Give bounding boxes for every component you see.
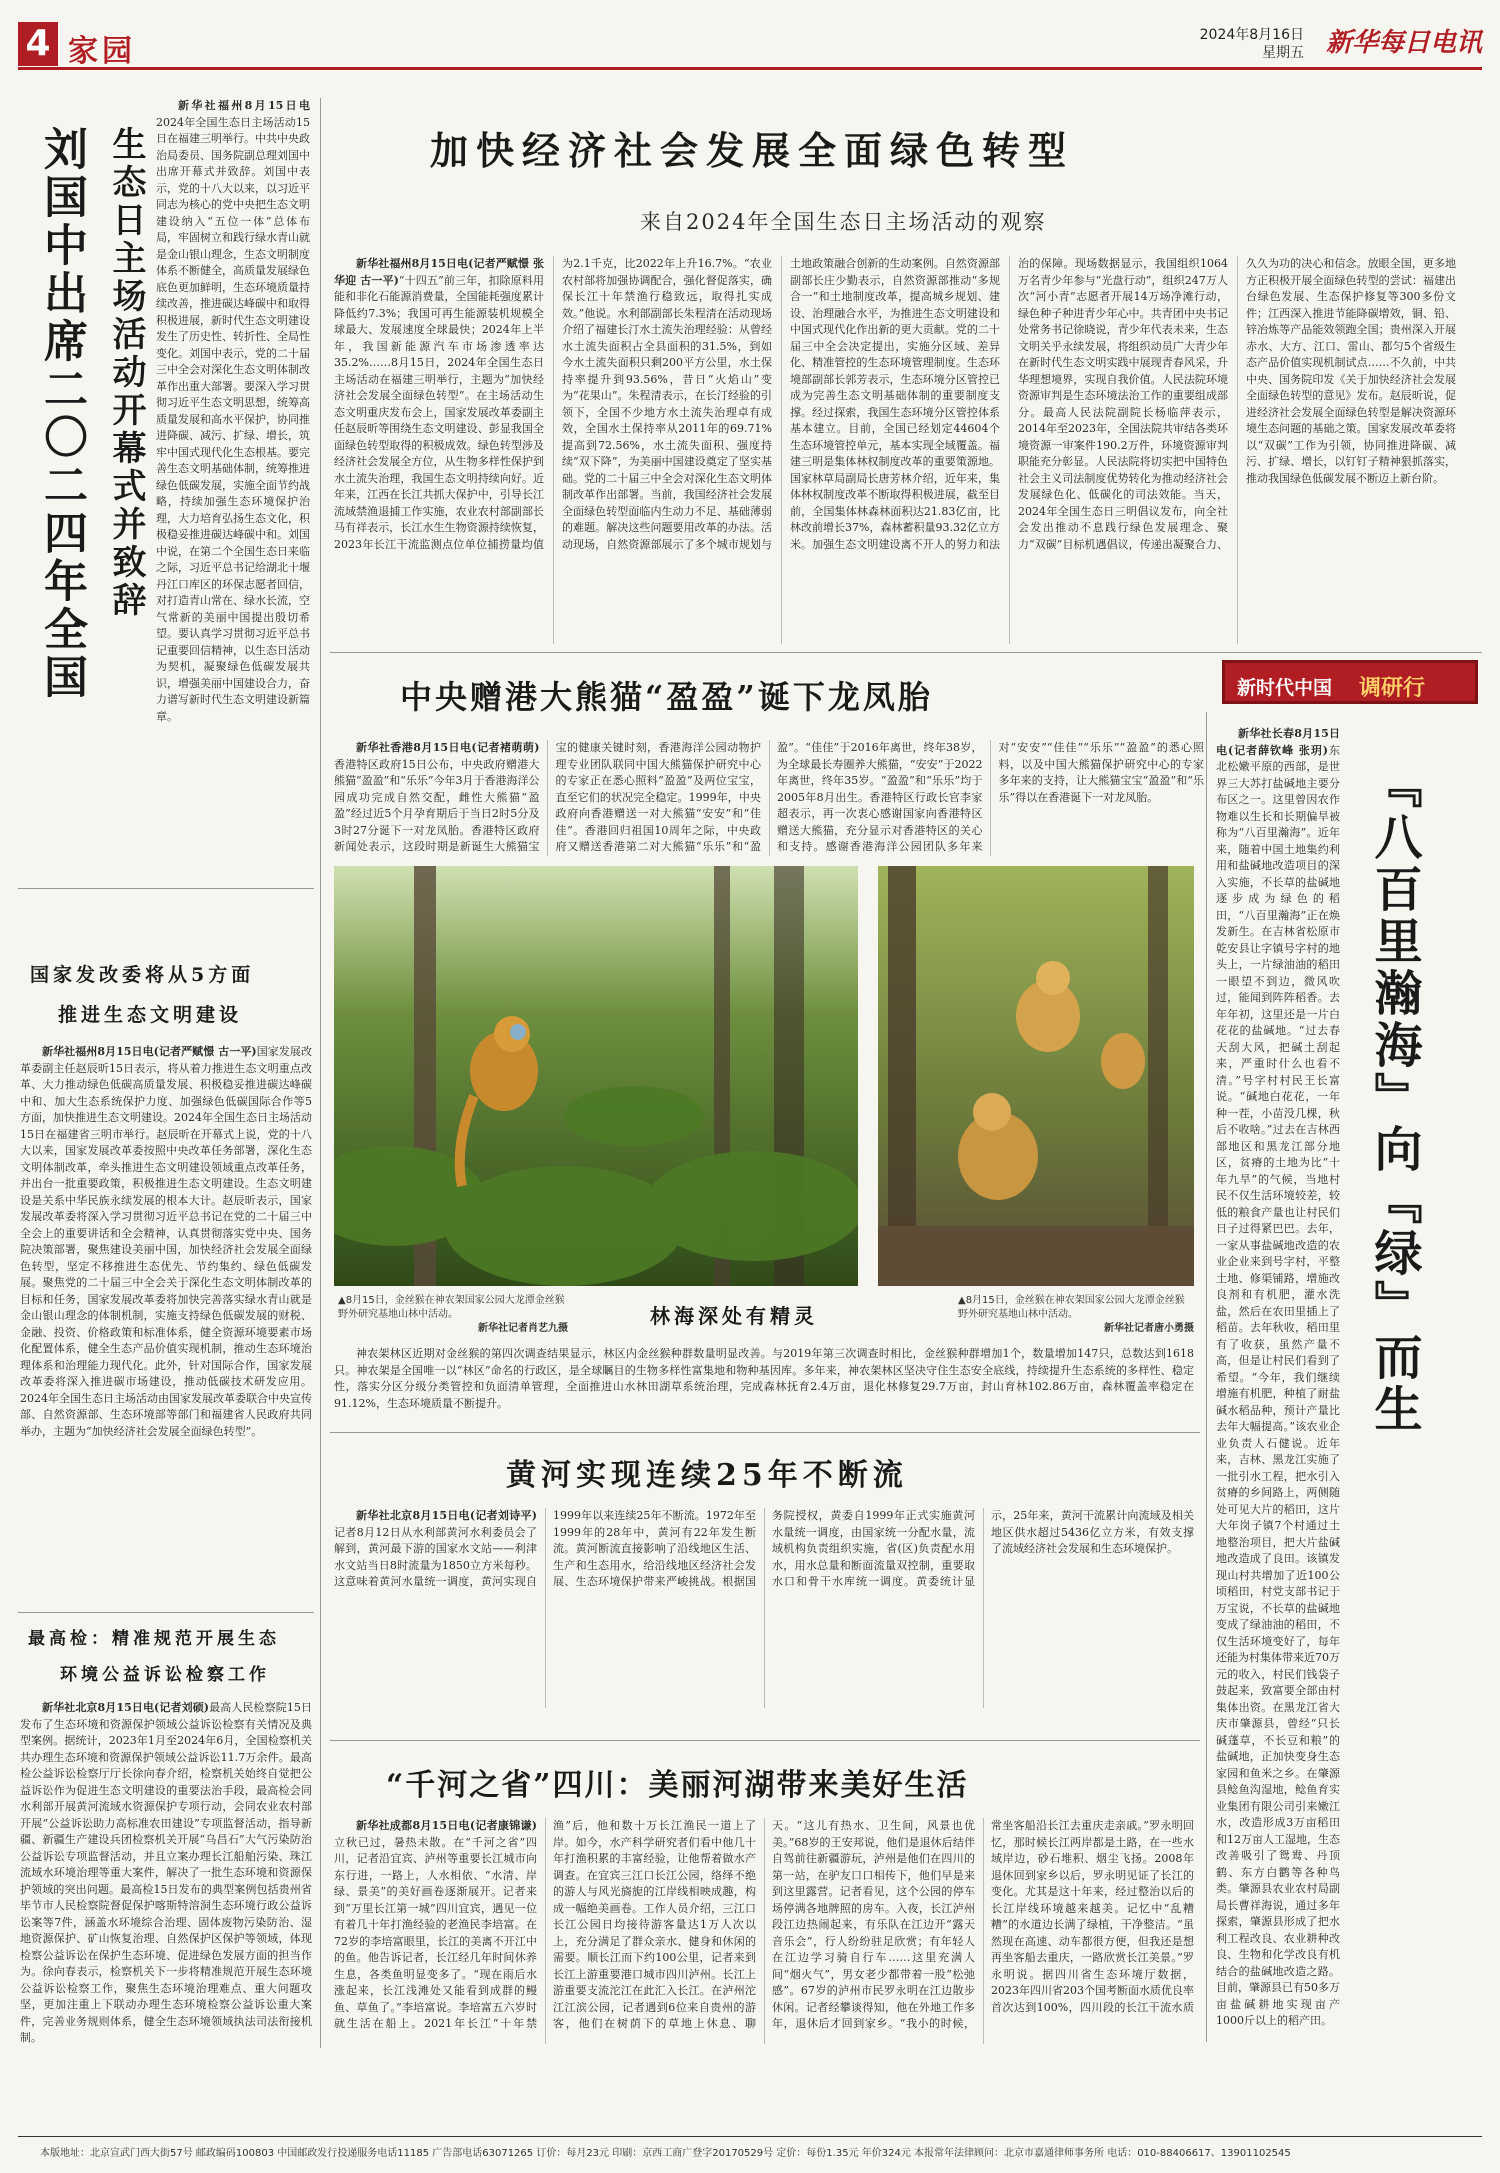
ndrc-title-2: 推进生态文明建设 [58,1004,243,1026]
spp-title-2: 环境公益诉讼检察工作 [60,1665,270,1685]
forest-monkey-image [334,866,858,1286]
newspaper-brand: 新华每日电讯 [1325,28,1482,58]
monkey-text-body: 神农架林区近期对金丝猴的第四次调查结果显示，林区内金丝猴种群数量明显改善。与2019年第三次调查时相比，金丝猴种群增加1个，数量增加147只，总数达到1618只。神农架是全国唯一以“林区”命名的行政区，是全球瞩目的生物多样性富集地和物种基因库。多年来，神农架林区坚决守住生态安全底线，持续提升生态系统的多样性、稳定性，落实分区分级分类管控和负面清单管理，全面推进山水林田湖草系统治理，完成森林抚育2.4万亩，退化林修复29.7万亩，封山育林102.86万亩，森林覆盖率稳定在91.12%，生态环境质量不断提升。 [334,1347,1194,1410]
panda-story-body [334,740,1204,856]
spp-title-1: 最高检：精准规范开展生态 [28,1629,280,1649]
yellow-river-body [334,1508,1194,1708]
main-story-body [334,256,1456,644]
lead-dateline: 新华社福州8月15日电 [178,99,310,112]
section-divider [18,1612,314,1613]
caption-left-text: ▲8月15日，金丝猴在神农架国家公园大龙潭金丝猴野外研究基地山林中活动。 [338,1295,565,1320]
monkey-group-image [878,866,1194,1286]
section-name: 家园 [68,34,136,69]
lead-vertical-title-1: 生态日主场活动开幕式并致辞 [106,126,146,620]
panda-text: 香港特区政府15日公布，中央政府赠港大熊猫“盈盈”和“乐乐”今年3月于香港海洋公园成功完成自然交配，雌性大熊猫“盈盈”经过近5个月孕育期后于当日2时5分及3时27分诞下一对龙凤胎。香港特区政府新闻处表示，这段时期是新诞生大熊猫宝宝的健康关键时刻，香港海洋公园动物护理专业团队联同中国大熊猫保护研究中心的专家正在悉心照料“盈盈”及两位宝宝，直至它们的状况完全稳定。1999年，中央政府向香港赠送一对大熊猫“安安”和“佳佳”。香港回归祖国10周年之际，中央政府又赠送香港第二对大熊猫“乐乐”和“盈盈”。“佳佳”于2016年离世，终年38岁，为全球最长寿圈养大熊猫，“安安”于2022年离世，终年35岁。“盈盈”和“乐乐”均于2005年8月出生。香港特区行政长官李家超表示，再一次衷心感谢国家向香港特区赠送大熊猫，充分显示对香港特区的关心和支持。感谢香港海洋公园团队多年来对“安安”“佳佳”“乐乐”“盈盈”的悉心照料，以及中国大熊猫保护研究中心的专家多年来的支持，让大熊猫宝宝“盈盈”和“乐乐”得以在香港诞下一对龙凤胎。 [334,741,1204,853]
lead-text: 2024年全国生态日主场活动15日在福建三明举行。中共中央政治局委员、国务院副总理刘国中出席开幕式并致辞。刘国中表示，党的十八大以来，以习近平同志为核心的党中央把生态文明建设纳入“五位一体”总体布局，牢固树立和践行绿水青山就是金山银山理念，生态文明制度体系不断健全，高质量发展绿色底色更加鲜明，生态环境质量持续改善，推进碳达峰碳中和取得积极进展，新时代生态文明建设发生了历史性、转折性、全局性变化。刘国中表示，党的二十届三中全会对深化生态文明体制改革作出重大部署。要深入学习贯彻习近平生态文明思想，统筹高质量发展和高水平保护，协同推进降碳、减污、扩绿、增长，筑牢中国式现代化生态根基。要完善生态文明基础体制，统筹推进绿色低碳发展，实施全面节约战略，持续加强生态环境保护治理，大力培育弘扬生态文化，积极稳妥推进碳达峰碳中和。刘国中说，在第二个全国生态日来临之际，习近平总书记给湖北十堰丹江口库区的环保志愿者回信，对打造青山常在、绿水长流，空气常新的美丽中国提出殷切希望。要认真学习贯彻习近平总书记重要回信精神，以生态日活动为契机，凝聚绿色低碳发展共识，增强美丽中国建设合力，奋力谱写新时代生态文明建设新篇章。 [156,115,310,723]
weekday-line: 星期五 [1262,45,1304,61]
yellow-river-dateline: 新华社北京8月15日电(记者刘诗平) [356,1509,537,1522]
monkey-photo-right [878,866,1194,1286]
jilin-dateline: 新华社长春8月15日电(记者薛钦峰 张玥) [1216,727,1340,757]
main-subheadline: 来自2024年全国生态日主场活动的观察 [640,210,1047,234]
section-divider [330,652,1482,653]
research-tag [1222,660,1478,704]
ndrc-text: 国家发展改革委副主任赵辰昕15日表示，将从着力推进生态文明重点改革、大力推动绿色低碳高质量发展、积极稳妥推进碳达峰碳中和、加大生态系统保护力度、加强绿色低碳国际合作等5方面，加快推进生态文明建设。2024年全国生态日主场活动15日在福建省三明市举行。赵辰昕在开幕式上说，党的十八大以来，国家发展改革委按照中央改革任务部署，深化生态文明体制改革，牵头推进生态文明建设领域重点改革任务，并出台一批重要政策，积极推进生态文明建设。生态文明建设是关系中华民族永续发展的根本大计。赵辰昕表示，国家发展改革委将深入学习贯彻习近平总书记在党的二十届三中全会上的重要讲话和全会精神，认真贯彻落实党中央、国务院决策部署，聚焦建设美丽中国，加快经济社会发展全面绿色转型，坚定不移推进生态优先、节约集约、绿色低碳发展。聚焦党的二十届三中全会关于深化生态文明体制改革的目标和任务，国家发展改革委将加快完善落实绿水青山就是金山银山理念的体制机制，实施支持绿色低碳发展的财税、金融、投资、价格政策和标准体系，健全资源环境要素市场化配置体系，健全生态产品价值实现机制，推动生态环境治理体系和治理能力现代化。此外，针对国际合作，国家发展改革委将深入推进碳市场建设，推动低碳技术研发应用。2024年全国生态日主场活动由国家发展改革委联合中央宣传部、自然资源部、生态环境部等部门和福建省人民政府共同举办，主题为“加快经济社会发展全面绿色转型”。 [20,1045,312,1438]
main-dateline: 新华社福州8月15日电(记者严赋憬 张华迎 古一平) [334,257,544,287]
panda-headline: 中央赠港大熊猫“盈盈”诞下龙凤胎 [400,678,933,716]
photo-caption-left [338,1294,568,1336]
ndrc-title-1: 国家发改委将从5方面 [30,964,255,986]
section-divider [18,888,314,889]
research-tag-part1: 新时代中国 [1237,677,1333,699]
panda-dateline: 新华社香港8月15日电(记者褚萌萌) [356,741,540,754]
credit-right: 新华社记者唐小勇摄 [1104,1323,1194,1334]
yellow-river-headline: 黄河实现连续25年不断流 [506,1458,908,1493]
column-divider [1206,712,1207,2042]
caption-right-text: ▲8月15日，金丝猴在神农架国家公园大龙潭金丝猴野外研究基地山林中活动。 [958,1295,1185,1320]
spp-story-body [20,1700,312,2044]
credit-left: 新华社记者肖艺九摄 [478,1323,568,1334]
jilin-story-body [1216,726,1340,2036]
sichuan-headline: “千河之省”四川：美丽河湖带来美好生活 [386,1768,969,1803]
page-number: 4 [18,22,58,66]
masthead [18,18,1482,70]
jilin-vertical-title: 『八百里瀚海』向『绿』而生 [1366,760,1422,1436]
spp-dateline: 新华社北京8月15日电(记者刘硕) [42,1701,210,1714]
monkey-text [334,1346,1194,1426]
photo-caption-right [958,1294,1194,1336]
ndrc-dateline: 新华社福州8月15日电(记者严赋憬 古一平) [42,1045,257,1058]
main-text: “十四五”前三年，扣除原料用能和非化石能源消费量，全国能耗强度累计降低约7.3%；我国可再生能源装机规模全球最大、发展速度全球最快；2024年上半年，我国新能源汽车市场渗透率达35.2%……8月15日，2024年全国生态日主场活动在福建三明举行，主题为“加快经济社会发展全面绿色转型”。在主场活动生态文明重庆发布会上，国家发展改革委副主任赵辰昕等围绕生态文明建设、彭显我国全面绿色转型取得的积极成效。绿色转型涉及经济社会发展全方位，从生物多样性保护到水土流失治理，我国生态文明持续向好。近年来，江西在长江共抓大保护中，引导长江流域禁渔退捕工作实施，农业农村部副部长马有祥表示，长江水生生物资源持续恢复，2023年长江干流监测点位单位捕捞量均值为2.1千克，比2022年上升16.7%。“农业农村部将加强协调配合，强化督促落实，确保长江十年禁渔行稳致远，取得扎实成效。”他说。水利部副部长朱程清在活动现场介绍了福建长汀水土流失治理经验：从曾经水土流失面积占全县面积的31.5%，到如今水土流失面积只剩200平方公里，水土保持率提升到93.56%，昔日“火焰山”变为“花果山”。朱程清表示，在长汀经验的引领下，全国不少地方水土流失治理卓有成效，全国水土保持率从2011年的69.71%提高到72.56%，水土流失面积、强度持续“双下降”，为美丽中国建设奠定了坚实基础。党的二十届三中全会对深化生态文明体制改革作出部署。当前，我国经济社会发展全面绿色转型面临内生动力不足、基础薄弱的难题。解决这些问题要用改革的办法。活动现场，自然资源部展示了多个城市规划与土地政策融合创新的生动案例。自然资源部副部长庄少勤表示，自然资源部推动“多规合一”和土地制度改革，提高城乡规划、建设、治理融合水平，为推进生态文明建设和中国式现代化作出新的更大贡献。党的二十届三中全会决定提出，实施分区域、差异化、精准管控的生态环境管理制度。生态环境部副部长郭芳表示，生态环境分区管控已成为完善生态文明基础体制的重要制度支撑。经过探索，我国生态环境分区管控体系基本建立。目前，全国已经划定44604个生态环境管控单元，基本实现全域覆盖。福建三明是集体林权制度改革的重要策源地。国家林草局副局长唐芳林介绍，近年来，集体林权制度改革不断取得积极进展，截至目前，全国集体林森林面积达21.83亿亩，比林改前增长37%，森林蓄积量93.32亿立方米。加强生态文明建设离不开人的努力和法治的保障。现场数据显示，我国组织1064万名青少年参与“光盘行动”，组织247万人次“河小青”志愿者开展14万场净滩行动，绿色种子种进青少年心中。共青团中央书记处常务书记徐晓说，青少年代表未来，生态文明关乎永续发展，将组织动员广大青少年在新时代生态文明实践中展现青春风采，升华理想境界，实现自我价值。人民法院环境资源审判是生态环境法治工作的重要组成部分。最高人民法院副院长杨临萍表示，2014年至2023年，全国法院共审结各类环境资源一审案件190.2万件，环境资源审判职能充分彰显。人民法院将切实把中国特色社会主义司法制度优势转化为推动经济社会发展绿色化、低碳化的司法效能。当天，2024年全国生态日三明倡议发布，向全社会发出推动不息践行绿色发展理念、聚力“双碳”目标机遇倡议，传递出凝聚合力、久久为功的决心和信念。放眼全国，更多地方正积极开展全面绿色转型的尝试：福建出台绿色发展、生态保护修复等300多份文件；江西深入推进节能降碳增效，铜、铅、锌冶炼等产品能效领跑全国；贵州深入开展赤水、大方、江口、雷山、都匀5个省级生态产品价值实现机制试点……不久前，中共中央、国务院印发《关于加快经济社会发展全面绿色转型的意见》发布。赵辰昕说，促进经济社会发展全面绿色转型是解决资源环境生态问题的基础之策。国家发展改革委将以“双碳”工作为引领，协同推进降碳、减污、扩绿、增长，以钉钉子精神狠抓落实，推动我国绿色低碳发展不断迈上新台阶。 [334,257,1456,551]
ndrc-story-body [20,1044,312,1610]
footer-rule [18,2136,1482,2137]
column-divider [320,98,321,2048]
main-headline: 加快经济社会发展全面绿色转型 [430,128,1075,173]
jilin-text: 东北松嫩平原的西部，是世界三大苏打盐碱地主要分布区之一。这里曾因农作物难以生长和长期偏旱被称为“八百里瀚海”。近年来，随着中国土地集约利用和盐碱地改造项目的深入实施，不长草的盐碱地逐步成为绿色的稻田，“八百里瀚海”正在焕发新生。在吉林省松原市乾安县让字镇号字村的地头上，一片绿油油的稻田一眼望不到边，微风吹过，能闻到阵阵稻香。去年年初，这里还是一片白花花的盐碱地。“过去春天刮大风，把碱土刮起来，严重时什么也看不清。”号字村村民王长富说。“碱地白花花，一年种一茬，小苗没几棵，秋后不收啥。”过去在吉林西部地区和黑龙江部分地区，贫瘠的土地为比“十年九旱”的气候，当地村民不仅生活环境较差，较低的粮食产量也让村民们日子过得紧巴巴。去年，一家从事盐碱地改造的农业企业来到号字村，平整土地、修渠铺路，增施改良剂和有机肥，灌水洗盐，然后在农田里插上了稻苗。去年秋收，稻田里有了收获，虽然产量不高，但是让村民们看到了希望。“今年，我们继续增施有机肥，种植了耐盐碱水稻品种，预计产量比去年大幅提高。”该农业企业负责人石健说。近年来，吉林、黑龙江实施了一批引水工程，把水引入贫瘠的乡间路上，两侧随处可见大片的稻田，这片大年岗子镇7个村通过土地整治项目，把大片盐碱地改造成了良田。该镇发现山村共增加了近100公顷稻田，村党支部书记于万宝说，不长草的盐碱地变成了绿油油的稻田，不仅生活环境变好了，每年还能为村集体带来近70万元的收入，村民们钱袋子鼓起来，致富要全部由村集体出资。在黑龙江省大庆市肇源县，曾经“只长碱蓬草，不长豆和粮”的盐碱地，正加快变身生态家园和鱼米之乡。在肇源县鲶鱼沟湿地，鲶鱼育实业集团有限公司引来嫩江水，改造形成3万亩稻田和12万亩人工湿地，生态改善吸引了鸳鸯、丹顶鹤、东方白鹳等各种鸟类。肇源县农业农村局副局长曹祥海说，通过多年探索，肇源县形成了把水利工程改良、农业耕种改良、生物和化学改良有机结合的盐碱地改造之路。目前，肇源县已有50多万亩盐碱耕地实现亩产1000斤以上的稻产田。 [1216,743,1340,2027]
section-divider [330,1432,1200,1433]
lead-story-body [156,98,310,882]
yellow-river-text: 记者8月12日从水利部黄河水利委员会了解到，黄河最下游的国家水文站——利津水文站当日8时流量为1850立方米每秒。这意味着黄河水量统一调度，黄河实现自1999年以来连续25年不断流。1972年至1999年的28年中，黄河有22年发生断流。黄河断流直接影响了沿线地区生活、生产和生态用水，给沿线地区经济社会发展、生态环境保护带来严峻挑战。根据国务院授权，黄委自1999年正式实施黄河水量统一调度，由国家统一分配水量，流域机构负责组织实施，省(区)负责配水用水，用水总量和断面流量双控制，重要取水口和骨干水库统一调度。黄委统计显示，25年来，黄河干流累计向流域及相关地区供水超过5436亿立方米，有效支撑了流域经济社会发展和生态环境保护。 [334,1509,1194,1588]
sichuan-text: 立秋已过，暑热未散。在“千河之省”四川，记者沿宜宾、泸州等重要长江城市向东行进，一路上，人水相依、“水清、岸绿、景美”的美好画卷逐渐展开。记者来到“万里长江第一城”四川宜宾，遇见一位有着几十年打渔经验的老渔民李培富。在72岁的李培富眼里，长江的美离不开江中的鱼。他告诉记者，长江经几年时间休养生息，各类鱼明显变多了。“现在雨后水涨起来，长江浅滩处又能看到成群的鳗鱼、草鱼了。”李培富说。李培富五六岁时就生活在船上。2021年长江“十年禁渔”后，他和数十万长江渔民一道上了岸。如今，水产科学研究者们看中他几十年打渔积累的丰富经验，让他帮着做水产调查。在宜宾三江口长江公园，络绎不绝的游人与风光旖旎的江岸线相映成趣，构成一幅绝美画卷。工作人员介绍，三江口长江公园日均接待游客量达1万人次以上，充分满足了群众亲水、健身和休闲的需要。顺长江而下约100公里，记者来到长江上游重要港口城市四川泸州。长江上游重要支流沱江在此汇入长江。在泸州沱江江滨公园，记者遇到6位来自贵州的游客，他们在树荫下的草地上休息、聊天。“这儿有热水、卫生间，风景也优美。”68岁的王安邦说，他们是退休后结伴自驾前往新疆游玩，泸州是他们在四川的第一站，在驴友口口相传下，他们早是来到这里露营。记者看见，这个公园的停车场停满各地牌照的房车。入夜，长江泸州段江边热闹起来，有乐队在江边开“露天音乐会”，行人纷纷驻足欣赏；有年轻人在江边学习骑自行车……这里充满人间“烟火气”，男女老少都带着一股“松弛感”。67岁的泸州市民罗永明在江边散步休闲。记者经攀谈得知，他在外地工作多年，退休后才回到家乡。“我小的时候，常坐客船沿长江去重庆走亲戚。”罗永明回忆，那时候长江两岸都是土路，在一些水域岸边，砂石堆积、烟尘飞扬。2008年退休回到家乡以后，罗永明见证了长江的变化。尤其是这十年来，经过整治以后的长江岸线环境越来越美。记忆中“乱糟糟”的水道边长满了绿植，干净整洁。“虽然现在高速、动车都很方便，但我还是想再坐客船去重庆，一路欣赏长江美景。”罗永明说。据四川省生态环境厅数据，2023年四川省203个国考断面水质优良率首次达到100%，四川段的长江干流水质 [334,1819,1194,2030]
sichuan-dateline: 新华社成都8月15日电(记者康锦谦) [356,1819,537,1832]
sichuan-body [334,1818,1194,2044]
research-tag-part2: 调研行 [1359,676,1426,701]
monkey-photo-left [334,866,858,1286]
date-line: 2024年8月16日 [1199,27,1304,43]
footer-text: 本版地址：北京宣武门西大街57号 邮政编码100803 中国邮政发行投递服务电话11185 广告部电话63071265 订价：每月23元 印刷：京西工商广登字20170529号 定价：每份1.35元 年价324元 本报常年法律顾问：北京市嘉通律师事务所 电话：010-88406617、13901102545 [40,2148,1291,2159]
issue-date [1200,26,1304,62]
lead-vertical-title-2: 刘国中出席二〇二四年全国 [36,126,87,702]
photo-feature-title: 林海深处有精灵 [650,1304,818,1328]
section-divider [330,1740,1200,1741]
spp-text: 最高人民检察院15日发布了生态环境和资源保护领域公益诉讼检察有关情况及典型案例。据统计，2023年1月至2024年6月，全国检察机关共办理生态环境和资源保护领域公益诉讼11.7万余件。最高检公益诉讼检察厅厅长徐向春介绍，检察机关始终自觉把公益诉讼作为促进生态文明建设的重要法治手段，最高检会同水利部开展黄河流域水资源保护专项行动，会同农业农村部开展“公益诉讼助力高标准农田建设”专项监督活动，指导新疆、新疆生产建设兵团检察机关开展“乌昌石”大气污染防治公益诉讼专项监督活动，并且立案办理长江船舶污染、珠江流域水环境治理等重大案件，解决了一批生态环境和资源保护领域的突出问题。最高检15日发布的典型案例包括贵州省毕节市人民检察院督促保护喀斯特溶洞生态环境行政公益诉讼案等7件，涵盖水环境综合治理、固体废物污染防治、湿地资源保护、矿山恢复治理、自然保护区保护等领域，体现检察公益诉讼在保护生态环境、促进绿色发展方面的担当作为。徐向春表示，检察机关下一步将精准规范开展生态环境公益诉讼检察工作，聚焦生态环境治理难点、重大问题攻坚，更加注重上下联动办理生态环境检察公益诉讼重大案件，完善业务规则体系，健全生态环境领域执法司法衔接机制。 [20,1701,312,2044]
